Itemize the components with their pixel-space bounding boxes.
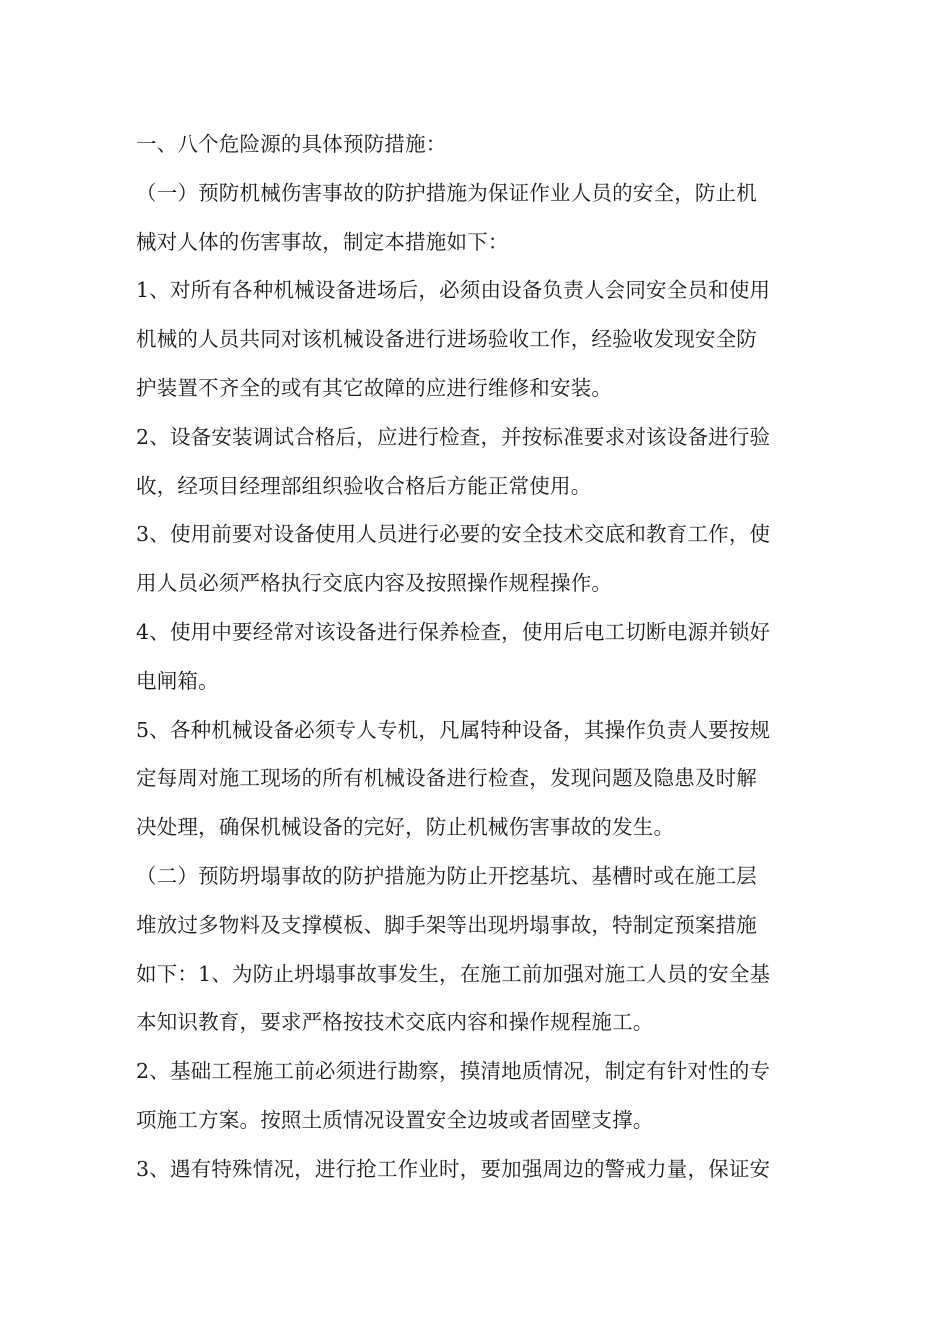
subsection-heading-2: （二）预防坍塌事故的防护措施为防止开挖基坑、基槽时或在施工层 (136, 863, 757, 888)
section-heading: 一、八个危险源的具体预防措施： (136, 132, 447, 156)
text-line: 械对人体的伤害事故，制定本措施如下： (136, 229, 509, 254)
text-line: 电闸箱。 (136, 668, 219, 693)
list-item-5: 5、各种机械设备必须专人专机，凡属特种设备，其操作负责人要按规 (136, 717, 771, 742)
text-line: 堆放过多物料及支撑模板、脚手架等出现坍塌事故，特制定预案措施 (136, 912, 757, 937)
text-line: 收，经项目经理部组织验收合格后方能正常使用。 (136, 473, 592, 498)
list-item-1: 1、对所有各种机械设备进场后，必须由设备负责人会同安全员和使用 (136, 278, 771, 303)
subsection-heading-1: （一）预防机械伤害事故的防护措施为保证作业人员的安全，防止机 (136, 180, 757, 205)
text-line: 机械的人员共同对该机械设备进行进场验收工作，经验收发现安全防 (136, 327, 757, 352)
list-item-2: 2、设备安装调试合格后，应进行检查，并按标准要求对该设备进行验 (136, 424, 771, 449)
text-line: 决处理，确保机械设备的完好，防止机械伤害事故的发生。 (136, 815, 675, 840)
text-line: 定每周对施工现场的所有机械设备进行检查，发现问题及隐患及时解 (136, 766, 757, 791)
text-line: 项施工方案。按照土质情况设置安全边坡或者固壁支撑。 (136, 1107, 654, 1132)
list-item-3: 3、使用前要对设备使用人员进行必要的安全技术交底和教育工作，使 (136, 522, 771, 547)
text-line: 护装置不齐全的或有其它故障的应进行维修和安装。 (136, 375, 613, 400)
list-item-3b: 3、遇有特殊情况，进行抢工作业时，要加强周边的警戒力量，保证安 (136, 1156, 771, 1181)
text-line: 本知识教育，要求严格按技术交底内容和操作规程施工。 (136, 1010, 654, 1035)
list-item-2b: 2、基础工程施工前必须进行勘察，摸清地质情况，制定有针对性的专 (136, 1059, 771, 1084)
text-line: 如下：1、为防止坍塌事故事发生，在施工前加强对施工人员的安全基 (136, 961, 771, 986)
list-item-4: 4、使用中要经常对该设备进行保养检查，使用后电工切断电源并锁好 (136, 619, 771, 644)
text-line: 用人员必须严格执行交底内容及按照操作规程操作。 (136, 571, 613, 596)
document-body (136, 120, 836, 1194)
